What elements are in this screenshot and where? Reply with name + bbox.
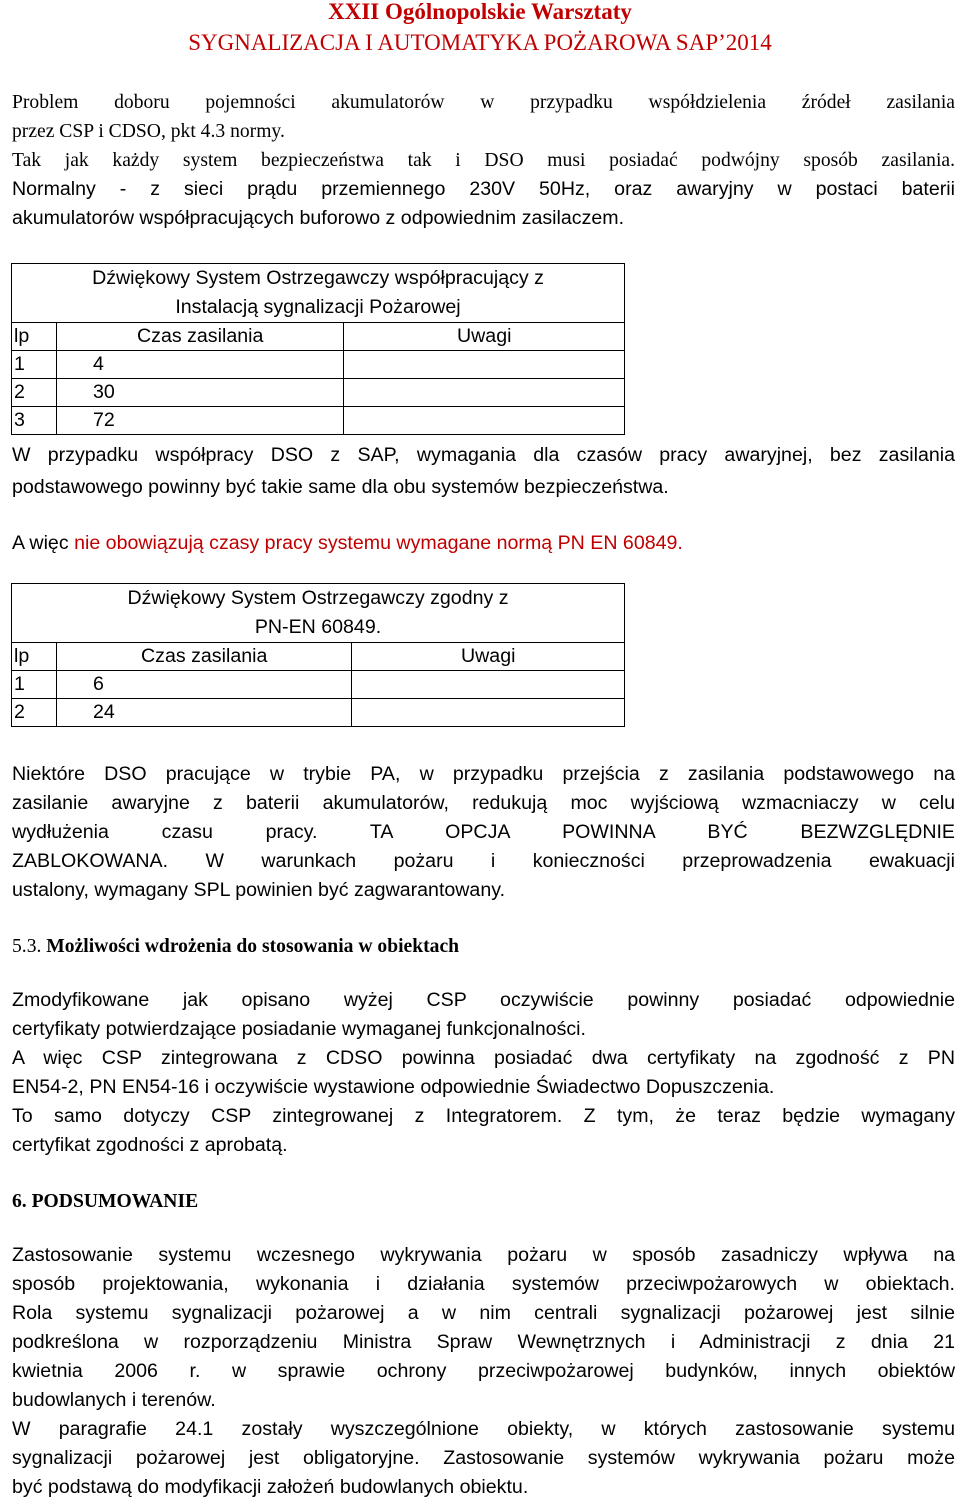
paragraph-line: certyfikat zgodności z aprobatą.	[12, 1134, 288, 1156]
section-5-3-paragraph	[12, 986, 955, 1160]
table-header-row	[12, 643, 625, 671]
paragraph-line: To samo dotyczy CSP zintegrowanej z Integratorem. Z tym, że teraz będzie wymagany	[12, 1105, 955, 1127]
paragraph-line: Zmodyfikowane jak opisano wyżej CSP oczywiście powinny posiadać odpowiednie	[12, 989, 955, 1011]
table-cell	[344, 379, 625, 407]
summary-paragraph	[12, 1241, 955, 1502]
paragraph-line: W przypadku współpracy DSO z SAP, wymagania dla czasów pracy awaryjnej, bez zasilania	[12, 444, 955, 466]
table-cell: 2	[12, 699, 57, 727]
power-time-table-en60849	[11, 583, 625, 727]
section-heading-5-3: 5.3. Możliwości wdrożenia do stosowania w obiektach	[12, 936, 460, 957]
pa-mode-paragraph	[12, 760, 955, 905]
table-row	[12, 351, 625, 379]
column-header: Czas zasilania	[56, 643, 352, 671]
table-cell	[344, 351, 625, 379]
table-title: Dźwiękowy System Ostrzegawczy zgodny z PN-EN 60849.	[12, 584, 625, 643]
intro-line: Normalny - z sieci prądu przemiennego 230V 50Hz, oraz awaryjny w postaci baterii	[12, 178, 955, 200]
paragraph-line: być podstawą do modyfikacji założeń budowlanych obiektu.	[12, 1476, 529, 1498]
intro-line: przez CSP i CDSO, pkt 4.3 normy.	[12, 121, 285, 142]
paragraph-line: kwietnia 2006 r. w sprawie ochrony przeciwpożarowej budynków, innych obiektów	[12, 1360, 955, 1382]
paragraph-line: zasilanie awaryjne z baterii akumulatorów, redukują moc wyjściową wzmacniaczy w celu	[12, 792, 955, 814]
intro-line: akumulatorów współpracujących buforowo z odpowiednim zasilaczem.	[12, 207, 625, 229]
paragraph-line: EN54-2, PN EN54-16 i oczywiście wystawione odpowiednie Świadectwo Dopuszczenia.	[12, 1076, 775, 1098]
paragraph-line: ZABLOKOWANA. W warunkach pożaru i konieczności przeprowadzenia ewakuacji	[12, 850, 955, 872]
conference-title: XXII Ogólnopolskie Warsztaty	[328, 0, 632, 24]
column-header: lp	[12, 323, 57, 351]
paragraph-line: sygnalizacji pożarowej jest obligatoryjne. Zastosowanie systemów wykrywania pożaru może	[12, 1447, 955, 1469]
conclusion-line: A więc nie obowiązują czasy pracy systemu wymagane normą PN EN 60849.	[12, 532, 683, 554]
paragraph-line: wydłużenia czasu pracy. TA OPCJA POWINNA BYĆ BEZWZGLĘDNIE	[12, 821, 955, 843]
section-title: Możliwości wdrożenia do stosowania w obiektach	[46, 936, 460, 957]
column-header: lp	[12, 643, 57, 671]
column-header: Czas zasilania	[56, 323, 344, 351]
paragraph-line: A więc CSP zintegrowana z CDSO powinna posiadać dwa certyfikaty na zgodność z PN	[12, 1047, 955, 1069]
table-row	[12, 699, 625, 727]
dso-sap-paragraph	[12, 441, 955, 502]
conference-subtitle: SYGNALIZACJA I AUTOMATYKA POŻAROWA SAP’2014	[188, 30, 772, 55]
paragraph-line: Niektóre DSO pracujące w trybie PA, w przypadku przejścia z zasilania podstawowego na	[12, 763, 955, 785]
column-header: Uwagi	[344, 323, 625, 351]
table-cell: 3	[12, 407, 57, 435]
paragraph-line: certyfikaty potwierdzające posiadanie wymaganej funkcjonalności.	[12, 1018, 586, 1040]
table-header-row	[12, 323, 625, 351]
table-cell: 24	[56, 699, 352, 727]
table-cell	[352, 699, 625, 727]
table-cell: 2	[12, 379, 57, 407]
table-cell: 6	[56, 671, 352, 699]
intro-line: Problem doboru pojemności akumulatorów w przypadku współdzielenia źródeł zasilania	[12, 92, 955, 113]
table-cell	[344, 407, 625, 435]
paragraph-line: podstawowego powinny być takie same dla obu systemów bezpieczeństwa.	[12, 476, 669, 498]
table-row	[12, 407, 625, 435]
paragraph-line: Zastosowanie systemu wczesnego wykrywania pożaru w sposób zasadniczy wpływa na	[12, 1244, 955, 1266]
intro-paragraph	[12, 88, 955, 175]
paragraph-line: podkreślona w rozporządzeniu Ministra Spraw Wewnętrznych i Administracji z dnia 21	[12, 1331, 955, 1353]
paragraph-line: sposób projektowania, wykonania i działania systemów przeciwpożarowych w obiektach.	[12, 1273, 955, 1295]
page-header	[0, 0, 960, 58]
table-cell: 30	[56, 379, 344, 407]
paragraph-line: budowlanych i terenów.	[12, 1389, 216, 1411]
table-row	[12, 379, 625, 407]
paragraph-line: W paragrafie 24.1 zostały wyszczególnione obiekty, w których zastosowanie systemu	[12, 1418, 955, 1440]
table-cell: 4	[56, 351, 344, 379]
intro-line: Tak jak każdy system bezpieczeństwa tak i DSO musi posiadać podwójny sposób zasilania.	[12, 150, 955, 171]
power-time-table-sap	[11, 263, 625, 435]
table-cell	[352, 671, 625, 699]
conclusion-highlight: nie obowiązują czasy pracy systemu wymagane normą PN EN 60849.	[74, 532, 683, 554]
intro-paragraph-power	[12, 175, 955, 233]
paragraph-line: ustalony, wymagany SPL powinien być zagwarantowany.	[12, 879, 506, 901]
paragraph-line: Rola systemu sygnalizacji pożarowej a w nim centrali sygnalizacji pożarowej jest silnie	[12, 1302, 955, 1324]
table-cell: 1	[12, 671, 57, 699]
column-header: Uwagi	[352, 643, 625, 671]
table-cell: 72	[56, 407, 344, 435]
section-heading-6: 6. PODSUMOWANIE	[12, 1191, 199, 1212]
table-row	[12, 671, 625, 699]
table-title: Dźwiękowy System Ostrzegawczy współpracujący z Instalacją sygnalizacji Pożarowej	[12, 264, 625, 323]
table-cell: 1	[12, 351, 57, 379]
